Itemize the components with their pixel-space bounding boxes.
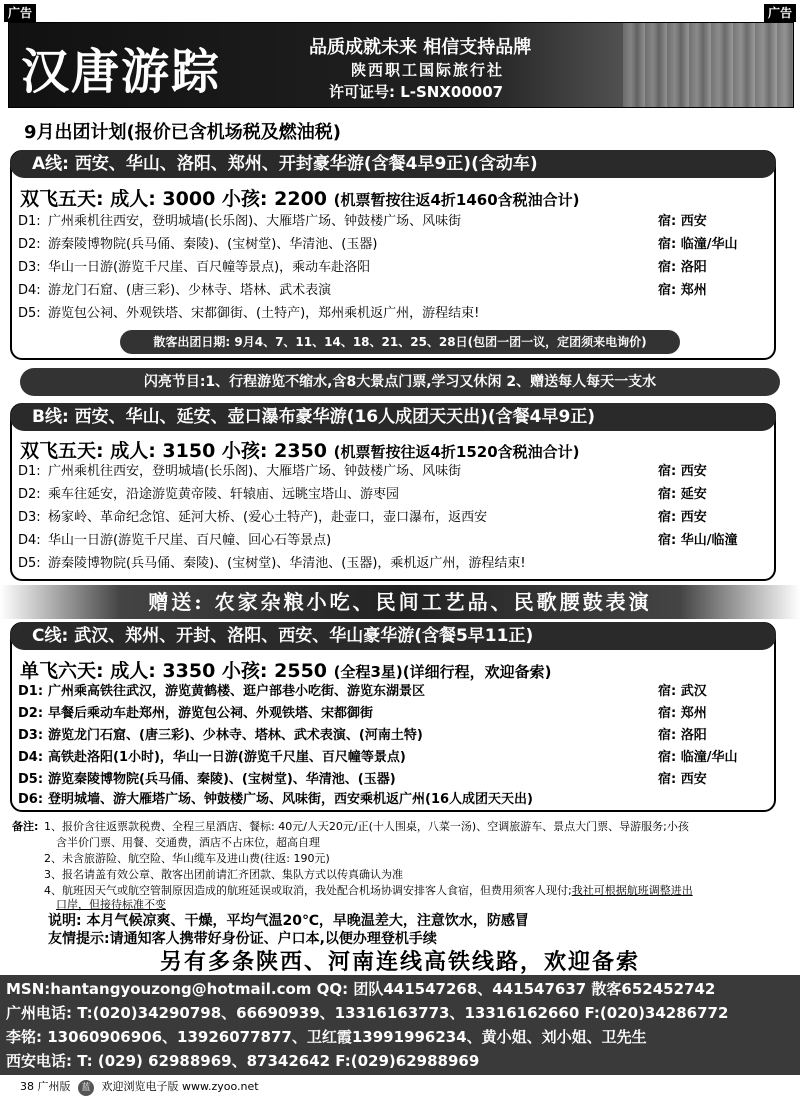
license-number: 许可证号: L-SNX00007 (329, 83, 504, 101)
guangzhou-phone-line: 广州电话: T:(020)34290798、66690939、13316163773、13316162660 F:(020)34286772 (6, 1004, 729, 1022)
note-4-cont: 口岸，但接待标准不变 (56, 898, 166, 911)
route-a-day: D4: 游龙门石窟、(唐三彩)、少林寺、塔林、武术表演 宿: 郑州 (18, 283, 707, 298)
route-b-day: D1: 广州乘机往西安，登明城墙(长乐阁)、大雁塔广场、钟鼓楼广场、风味街 宿: 西安 (18, 464, 707, 479)
edition-badge-icon: 蓝 (78, 1080, 94, 1096)
note-1-cont: 含半价门票、用餐、交通费，酒店不占床位，超高自理 (56, 836, 320, 849)
route-c-price: 单飞六天: 成人: 3350 小孩: 2550 (全程3星)(详细行程，欢迎备索) (20, 660, 552, 682)
page-footer (20, 1078, 259, 1096)
msn-qq-line: MSN:hantangyouzong@hotmail.com QQ: 团队441547268、441547637 散客652452742 (6, 980, 716, 998)
agency-name: 陕西职工国际旅行社 (351, 61, 505, 79)
route-c-day: D5: 游览秦陵博物院(兵马俑、秦陵)、(宝树堂)、华清池、(玉器) 宿: 西安 (18, 772, 707, 787)
route-c-day: D3: 游览龙门石窟、(唐三彩)、少林寺、塔林、武术表演、(河南土特) 宿: 洛阳 (18, 728, 707, 743)
highlight-bar: 闪亮节目:1、行程游览不缩水,含8大景点门票,学习又休闲 2、赠送每人每天一支水 (20, 368, 780, 396)
xian-phone-line: 西安电话: T: (029) 62988969、87342642 F:(029)62988969 (6, 1052, 480, 1070)
slogan: 品质成就未来 相信支持品牌 (309, 37, 532, 58)
route-b-day: D5: 游秦陵博物院(兵马俑、秦陵)、(宝树堂)、华清池、(玉器)，乘机返广州，游程结束! (18, 556, 526, 571)
route-a-day: D3: 华山一日游(游览千尺崖、百尺幢等景点)，乘动车赴洛阳 宿: 洛阳 (18, 260, 707, 275)
header-banner (8, 22, 794, 108)
route-a-day: D2: 游秦陵博物院(兵马俑、秦陵)、(宝树堂)、华清池、(玉器) 宿: 临潼/华山 (18, 237, 738, 252)
route-b-price: 双飞五天: 成人: 3150 小孩: 2350 (机票暂按往返4折1520含税油合计) (20, 440, 580, 462)
route-c-day: D1: 广州乘高铁往武汉，游览黄鹤楼、逛户部巷小吃街、游览东湖景区 宿: 武汉 (18, 684, 707, 699)
terracotta-warriors-image (623, 23, 793, 107)
route-b-title: B线: 西安、华山、延安、壶口瀑布豪华游(16人成团天天出)(含餐4早9正) (10, 403, 776, 431)
more-routes-banner: 另有多条陕西、河南连线高铁线路，欢迎备索 (159, 950, 640, 975)
route-b-day: D2: 乘车往延安，沿途游览黄帝陵、轩辕庙、远眺宝塔山、游枣园 宿: 延安 (18, 487, 707, 502)
ad-label-left: 广告 (4, 4, 36, 22)
route-b-day: D4: 华山一日游(游览千尺崖、百尺幢、回心石等景点) 宿: 华山/临潼 (18, 533, 738, 548)
contacts-panel (0, 975, 800, 1075)
route-a-box (10, 150, 776, 360)
explain-text: 说明: 本月气候凉爽、干燥，平均气温20℃，早晚温差大，注意饮水，防感冒 (48, 913, 529, 929)
route-a-day: D1: 广州乘机往西安，登明城墙(长乐阁)、大雁塔广场、钟鼓楼广场、风味街 宿: 西安 (18, 214, 707, 229)
note-3: 3、报名请盖有效公章、散客出团前请汇齐团款、集队方式以传真确认为准 (44, 868, 403, 881)
page-number: 38 (20, 1080, 34, 1093)
route-c-day: D6: 登明城墙、游大雁塔广场、钟鼓楼广场、风味街，西安乘机返广州(16人成团天天出) (18, 792, 533, 807)
route-a-day: D5: 游览包公祠、外观铁塔、宋都御街、(土特产)，郑州乘机返广州，游程结束! (18, 306, 480, 321)
website-link[interactable]: 欢迎浏览电子版 www.zyoo.net (101, 1080, 259, 1093)
reminder-text: 友情提示:请通知客人携带好身份证、户口本,以便办理登机手续 (48, 931, 437, 947)
route-a-title: A线: 西安、华山、洛阳、郑州、开封豪华游(含餐4早9正)(含动车) (10, 150, 776, 178)
route-a-price: 双飞五天: 成人: 3000 小孩: 2200 (机票暂按往返4折1460含税油合计) (20, 188, 580, 210)
edition-label: 广州版 (37, 1080, 71, 1093)
route-c-title: C线: 武汉、郑州、开封、洛阳、西安、华山豪华游(含餐5早11正) (10, 622, 776, 650)
plan-title: 9月出团计划(报价已含机场税及燃油税) (24, 122, 341, 143)
note-4: 4、航班因天气或航空管制原因造成的航班延误或取消，我处配合机场协调安排客人食宿，但费用须客人现付;我社可根据航班调整进出 (44, 884, 693, 897)
contact-people-line: 李铭: 13060906906、13926077877、卫红霞13991996234、黄小姐、刘小姐、卫先生 (6, 1028, 647, 1046)
ad-label-right: 广告 (764, 4, 796, 22)
route-c-day: D2: 早餐后乘动车赴郑州，游览包公祠、外观铁塔、宋都御街 宿: 郑州 (18, 706, 707, 721)
gift-banner: 赠送: 农家杂粮小吃、民间工艺品、民歌腰鼓表演 (0, 585, 800, 619)
route-a-dates: 散客出团日期: 9月4、7、11、14、18、21、25、28日(包团一团一议，定团须来电询价) (120, 330, 680, 354)
route-c-day: D4: 高铁赴洛阳(1小时)，华山一日游(游览千尺崖、百尺幢等景点) 宿: 临潼/华山 (18, 750, 738, 765)
notes-label: 备注: (12, 820, 39, 833)
note-2: 2、未含旅游险、航空险、华山缆车及进山费(往返: 190元) (44, 852, 330, 865)
note-1: 1、报价含往返票款税费、全程三星酒店、餐标: 40元/人天20元/正(十人围桌，八菜一汤)、空调旅游车、景点大门票、导游服务;小孩 (44, 820, 689, 833)
route-b-day: D3: 杨家岭、革命纪念馆、延河大桥、(爱心土特产)，赴壶口，壶口瀑布，返西安 宿: 西安 (18, 510, 707, 525)
brand-title: 汉唐游踪 (21, 44, 222, 100)
